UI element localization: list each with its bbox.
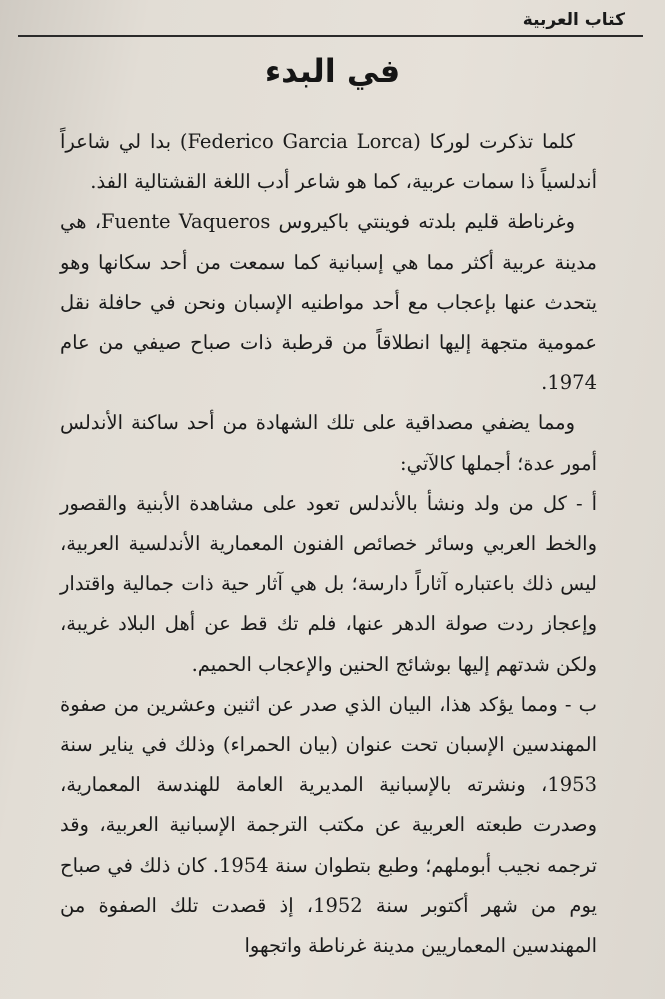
body-text xyxy=(60,122,597,966)
header-rule xyxy=(18,35,643,37)
page-header xyxy=(18,8,643,38)
list-item-b: ب - ومما يؤكد هذا، البيان الذي صدر عن اثنين وعشرين من صفوة المهندسين الإسبان تحت عنوان (بيان الحمراء) وذلك في يناير سنة 1953، ونشرته بالإسبانية المديرية العامة للهندسة المعمارية، وصدرت طبعته العربية عن مكتب الترجمة الإسبانية العربية، وقد ترجمه نجيب أبوملهم؛ وطبع بتطوان سنة 1954. كان ذلك في صباح يوم من شهر أكتوبر سنة 1952، إذ قصدت تلك الصفوة من المهندسين المعماريين مدينة غرناطة واتجهوا xyxy=(60,692,597,958)
running-head: كتاب العربية xyxy=(522,10,625,30)
paragraph: كلما تذكرت لوركا (Federico Garcia Lorca) بدا لي شاعراً أندلسياً ذا سمات عربية، كما هو شاعر أدب اللغة القشتالية الفذ. xyxy=(60,130,597,194)
chapter-title: في البدء xyxy=(264,52,401,90)
list-item-a: أ - كل من ولد ونشأ بالأندلس تعود على مشاهدة الأبنية والقصور والخط العربي وسائر خصائص الفنون المعمارية الأندلسية العربية، ليس ذلك باعتباره آثاراً دارسة؛ بل هي آثار حية ذات جمالية واقتدار وإعجاز ردت صولة الدهر عنها، فلم تك قط عن أهل البلاد غريبة، ولكن شدتهم إليها بوشائج الحنين والإعجاب الحميم. xyxy=(60,491,597,676)
paragraph: ومما يضفي مصداقية على تلك الشهادة من أحد ساكنة الأندلس أمور عدة؛ أجملها كالآتي: xyxy=(60,411,597,475)
paragraph: وغرناطة قليم بلدته فوينتي باكيروس Fuente Vaqueros، هي مدينة عربية أكثر مما هي إسبانية كما سمعت من أحد سكانها وهو يتحدث عنها بإعجاب مع أحد مواطنيه الإسبان ونحن في حافلة نقل عمومية متجهة إليها انطلاقاً من قرطبة ذات صباح صيفي من عام 1974. xyxy=(60,210,597,395)
